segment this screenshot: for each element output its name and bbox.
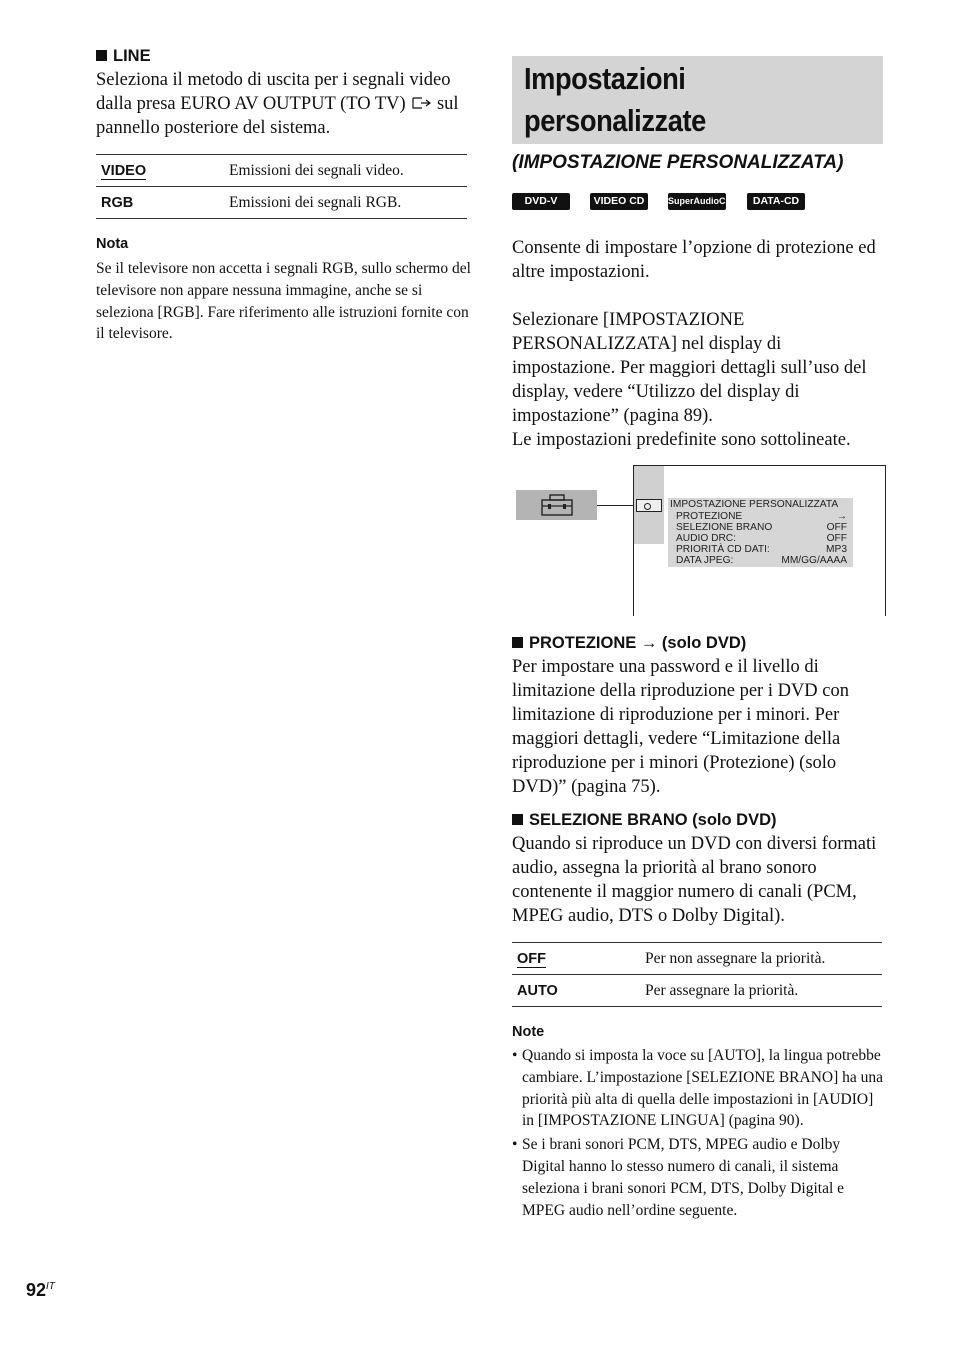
default-option-key: VIDEO — [101, 162, 147, 179]
option-key: AUTO — [517, 982, 558, 999]
line-options-table — [96, 154, 467, 219]
super-audio-cd-badge: SuperAudioCD — [668, 193, 726, 210]
video-cd-badge: VIDEO CD — [590, 193, 648, 210]
option-description: Per non assegnare la priorità. — [645, 949, 826, 967]
page-number: $92^{IT}$ — [26, 1280, 55, 1300]
option-key: RGB — [101, 194, 134, 211]
data-cd-badge: DATA-CD — [747, 193, 805, 210]
selezione-brano-text: Quando si riproduce un DVD con diversi formati audio, assegna la priorità al brano sonoro contenente il maggior numero di canali (PCM, MPEG audio, DTS o Dolby Digital). — [512, 834, 877, 926]
square-bullet-icon — [512, 814, 523, 825]
menu-item-selezione-brano[interactable]: SELEZIONE BRANO OFF — [676, 522, 847, 533]
defaults-note: Le impostazioni predefinite sono sottolineate. — [512, 430, 851, 450]
table-row — [512, 943, 882, 975]
selector-dot-icon — [644, 503, 651, 510]
menu-item-protezione[interactable]: PROTEZIONE → — [676, 511, 847, 522]
option-description: Emissioni dei segnali RGB. — [229, 193, 402, 211]
dvd-v-badge: DVD-V — [512, 193, 570, 210]
default-option-key: OFF — [517, 950, 546, 967]
toolbox-icon — [516, 490, 597, 520]
option-description: Per assegnare la priorità. — [645, 981, 799, 999]
list-item: • Se i brani sonori PCM, DTS, MPEG audio e Dolby Digital hanno lo stesso numero di canali, il sistema seleziona i brani sonori PCM, DTS, Dolby Digital e MPEG audio nell’ordine seguente. — [512, 1136, 845, 1219]
custom-setup-icon-box — [516, 490, 597, 520]
line-description: Seleziona il metodo di uscita per i segnali video dalla presa EURO AV OUTPUT (TO TV) sul pannello posteriore del sistema. — [96, 70, 459, 138]
note-title: Note — [512, 1024, 545, 1040]
bullet-dot-icon: • — [512, 1047, 518, 1064]
notes-list — [512, 1045, 884, 1221]
list-item: • Quando si imposta la voce su [AUTO], la lingua potrebbe cambiare. L’impostazione [SELEZIONE BRANO] ha una priorità più alta di quella delle impostazioni in [AUDIO] in [IMPOSTAZIONE LINGUA] (pagina 90). — [512, 1047, 883, 1130]
setup-menu — [668, 498, 853, 567]
table-row — [512, 975, 882, 1007]
nota-text: Se il televisore non accetta i segnali RGB, sullo schermo del televisore non appare nessuna immagine, anche se si seleziona [RGB]. Fare riferimento alle istruzioni fornite con il televisore. — [96, 260, 471, 343]
nota-title: Nota — [96, 236, 129, 252]
protezione-text: Per impostare una password e il livello di limitazione della riproduzione per i DVD con limitazione di riproduzione per i minori. Per maggiori dettagli, vedere “Limitazione della riproduzione per i minori (Protezione) (solo DVD)” (pagina 75). — [512, 657, 850, 797]
protezione-heading: PROTEZIONE → (solo DVD) — [512, 634, 746, 653]
instructions-text: Selezionare [IMPOSTAZIONE PERSONALIZZATA] nel display di impostazione. Per maggiori dettagli sull’uso del display, vedere “Utilizzo del display di impostazione” (pagina 89). — [512, 310, 867, 426]
selezione-brano-heading: SELEZIONE BRANO (solo DVD) — [512, 811, 777, 830]
menu-item-audio-drc[interactable]: AUDIO DRC: OFF — [676, 533, 847, 544]
line-heading: LINE — [96, 47, 151, 66]
menu-item-priorita-cd-dati[interactable]: PRIORITÀ CD DATI: MP3 — [676, 544, 847, 555]
output-arrow-icon — [410, 96, 432, 110]
menu-item-data-jpeg[interactable]: DATA JPEG: MM/GG/AAAA — [676, 555, 847, 566]
square-bullet-icon — [96, 50, 107, 61]
intro-text: Consente di impostare l’opzione di protezione ed altre impostazioni. — [512, 238, 876, 282]
setup-menu-title: IMPOSTAZIONE PERSONALIZZATA — [670, 499, 839, 510]
callout-line — [597, 505, 634, 506]
table-row — [96, 187, 467, 219]
square-bullet-icon — [512, 637, 523, 648]
option-description: Emissioni dei segnali video. — [229, 161, 404, 179]
bullet-dot-icon: • — [512, 1136, 518, 1154]
selezione-options-table — [512, 942, 882, 1007]
selected-tab-indicator — [636, 499, 662, 512]
page-title: Impostazioni personalizzate — [524, 61, 706, 138]
section-subtitle: (IMPOSTAZIONE PERSONALIZZATA) — [512, 152, 844, 173]
table-row — [96, 155, 467, 187]
